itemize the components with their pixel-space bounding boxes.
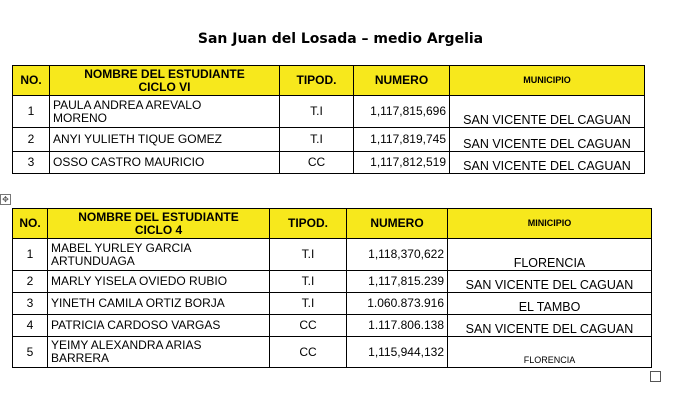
table-header-row [13, 66, 645, 96]
cell-tipo: T.I [280, 96, 354, 128]
cell-no: 2 [13, 271, 48, 293]
students-table-ciclo-vi [12, 65, 645, 174]
cell-nombre: YINETH CAMILA ORTIZ BORJA [48, 293, 270, 315]
cell-municipio: SAN VICENTE DEL CAGUAN [450, 128, 645, 152]
header-tipo: TIPOD. [270, 209, 347, 239]
cell-nombre: PATRICIA CARDOSO VARGAS [48, 315, 270, 337]
cell-no: 4 [13, 315, 48, 337]
header-nombre [50, 66, 280, 96]
table-row [13, 152, 645, 174]
header-no: NO. [13, 209, 48, 239]
cell-municipio: SAN VICENTE DEL CAGUAN [450, 96, 645, 128]
cell-numero: 1,117,815.239 [347, 271, 448, 293]
cell-tipo: CC [270, 337, 347, 368]
header-no: NO. [13, 66, 50, 96]
table-row [13, 239, 652, 271]
cell-tipo: T.I [270, 293, 347, 315]
cell-nombre-line2: MORENO [53, 110, 107, 125]
cell-nombre-line2: BARRERA [51, 351, 110, 365]
table-row [13, 293, 652, 315]
move-handle-icon[interactable]: ✥ [0, 194, 11, 205]
table-row [13, 271, 652, 293]
resize-handle-icon[interactable] [650, 371, 661, 382]
cell-tipo: CC [280, 152, 354, 174]
header-tipo: TIPOD. [280, 66, 354, 96]
table-header-row [13, 209, 652, 239]
cell-municipio: SAN VICENTE DEL CAGUAN [448, 315, 652, 337]
cell-tipo: T.I [270, 239, 347, 271]
header-nombre-line2: CICLO VI [138, 79, 191, 94]
students-table-ciclo-4 [12, 208, 652, 368]
cell-nombre-line1: YEIMY ALEXANDRA ARIAS [51, 338, 202, 352]
cell-municipio: FLORENCIA [448, 337, 652, 368]
cell-no: 3 [13, 293, 48, 315]
cell-nombre: OSSO CASTRO MAURICIO [50, 152, 280, 174]
header-nombre-line1: NOMBRE DEL ESTUDIANTE [78, 209, 239, 224]
cell-nombre [48, 239, 270, 271]
header-municipio: MINICIPIO [448, 209, 652, 239]
cell-nombre [48, 337, 270, 368]
cell-no: 3 [13, 152, 50, 174]
header-nombre [48, 209, 270, 239]
cell-numero: 1,117,815,696 [354, 96, 450, 128]
cell-numero: 1.060.873.916 [347, 293, 448, 315]
cell-numero: 1,117,819,745 [354, 128, 450, 152]
cell-nombre-line1: PAULA ANDREA AREVALO [53, 97, 202, 112]
table-row [13, 315, 652, 337]
table-row [13, 128, 645, 152]
cell-municipio: SAN VICENTE DEL CAGUAN [450, 152, 645, 174]
header-numero: NUMERO [354, 66, 450, 96]
header-municipio: MUNICIPIO [450, 66, 645, 96]
page-title: San Juan del Losada – medio Argelia [197, 31, 484, 47]
cell-nombre: ANYI YULIETH TIQUE GOMEZ [50, 128, 280, 152]
header-numero: NUMERO [347, 209, 448, 239]
cell-no: 5 [13, 337, 48, 368]
cell-tipo: T.I [280, 128, 354, 152]
table-row [13, 337, 652, 368]
header-nombre-line2: CICLO 4 [134, 222, 183, 237]
cell-numero: 1,117,812,519 [354, 152, 450, 174]
cell-nombre [50, 96, 280, 128]
cell-numero: 1,115,944,132 [347, 337, 448, 368]
cell-nombre-line1: MABEL YURLEY GARCIA [51, 240, 192, 255]
cell-no: 1 [13, 96, 50, 128]
cell-tipo: T.I [270, 271, 347, 293]
cell-municipio: FLORENCIA [448, 239, 652, 271]
header-nombre-line1: NOMBRE DEL ESTUDIANTE [84, 66, 245, 81]
table-row [13, 96, 645, 128]
cell-numero: 1,118,370,622 [347, 239, 448, 271]
cell-no: 2 [13, 128, 50, 152]
cell-municipio: EL TAMBO [448, 293, 652, 315]
cell-nombre-line2: ARTUNDUAGA [51, 253, 135, 268]
cell-no: 1 [13, 239, 48, 271]
cell-numero: 1.117.806.138 [347, 315, 448, 337]
cell-municipio: SAN VICENTE DEL CAGUAN [448, 271, 652, 293]
cell-tipo: CC [270, 315, 347, 337]
cell-nombre: MARLY YISELA OVIEDO RUBIO [48, 271, 270, 293]
